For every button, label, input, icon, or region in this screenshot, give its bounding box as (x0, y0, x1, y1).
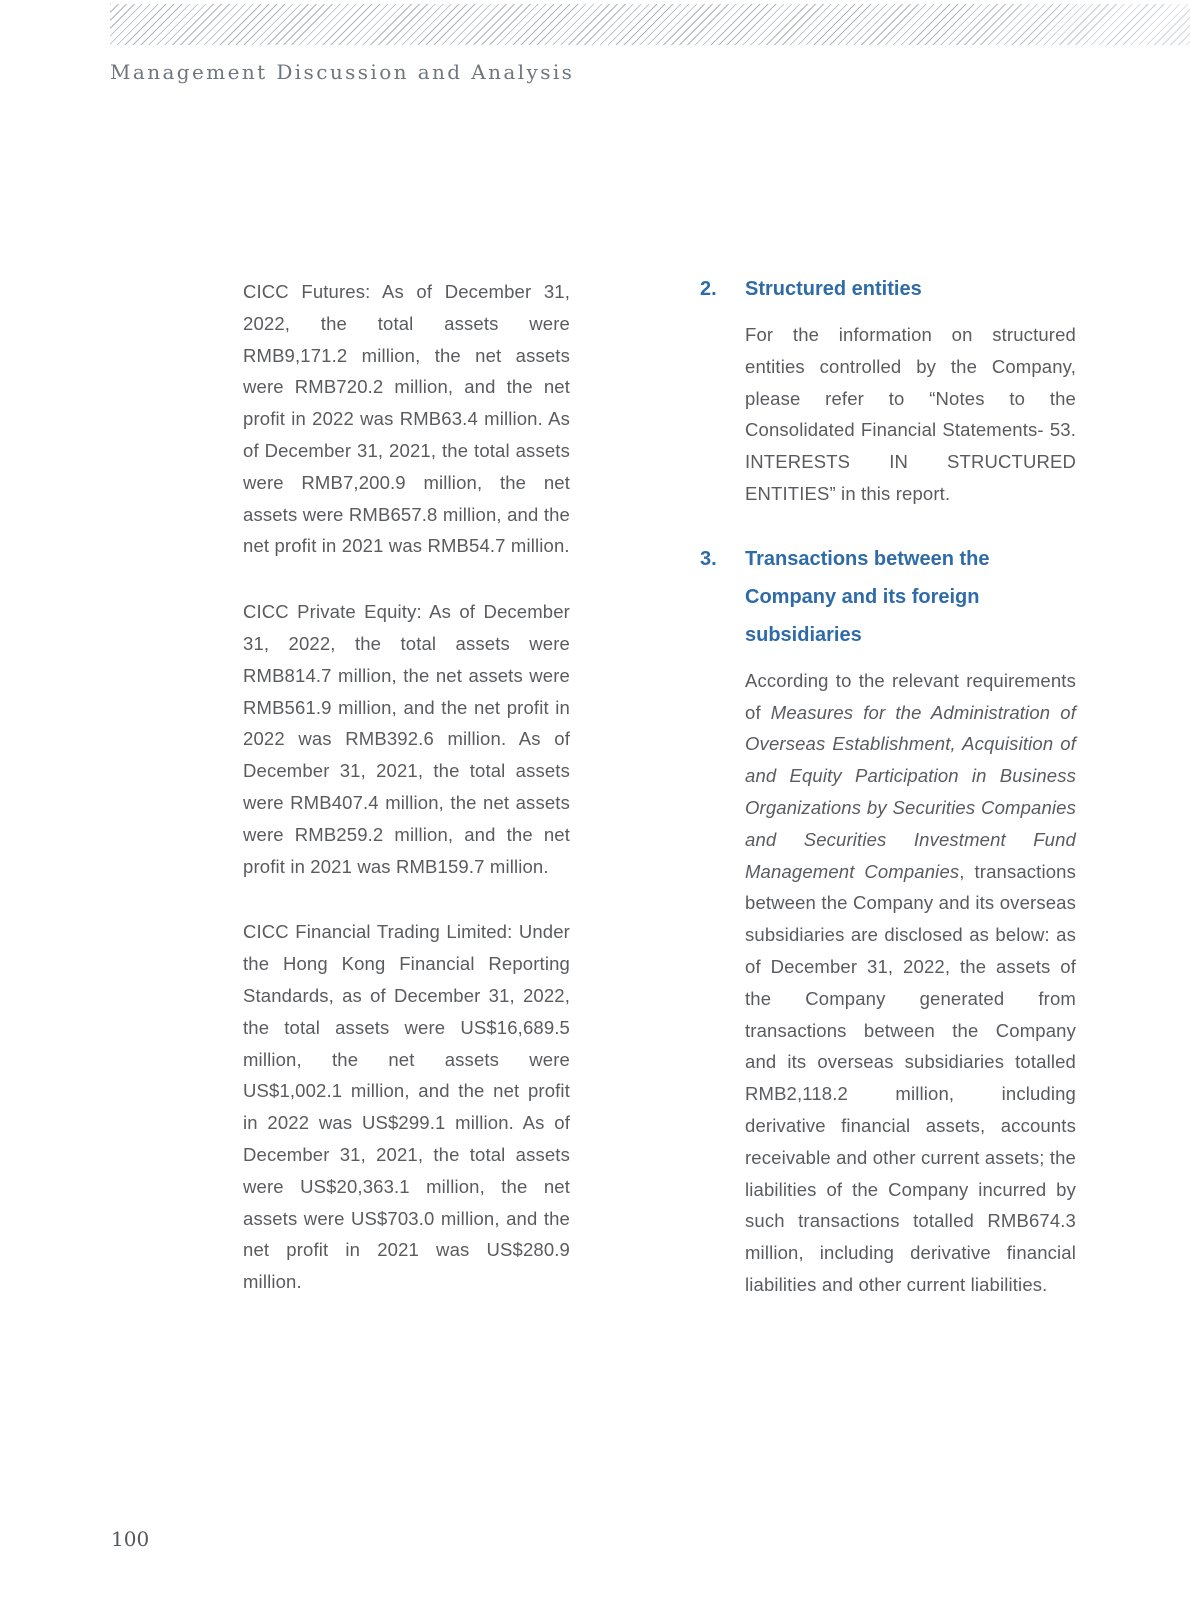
paragraph-cicc-financial-trading: CICC Financial Trading Limited: Under the Hong Kong Financial Reporting Standards, as of December 31, 2022, the total assets were US$16,689.5 million, the net assets were US$1,002.1 million, and the net profit in 2022 was US$299.1 million. As of December 31, 2021, the total assets were US$20,363.1 million, the net assets were US$703.0 million, and the net profit in 2021 was US$280.9 million. (243, 921, 570, 1293)
paragraph-cicc-futures: CICC Futures: As of December 31, 2022, the total assets were RMB9,171.2 million, the net assets were RMB720.2 million, and the net profit in 2022 was RMB63.4 million. As of December 31, 2021, the total assets were RMB7,200.9 million, the net assets were RMB657.8 million, and the net profit in 2021 was RMB54.7 million. (243, 281, 570, 557)
page-number: 100 (111, 1527, 150, 1551)
diagonal-hatch-band (110, 4, 1190, 45)
section-foreign-subsidiary-transactions (700, 540, 1076, 1301)
page-header-title: Management Discussion and Analysis (110, 60, 575, 84)
left-column (243, 276, 570, 1332)
section-body (745, 665, 1076, 1301)
body-segment-regulation-title: Measures for the Administration of Overseas Establishment, Acquisition of and Equity Participation in Business Organizations by Securities Companies and Securities Investment Fund Management Companies (745, 701, 1076, 882)
body-segment: For the information on structured entities controlled by the Company, please refer to “Notes to the Consolidated Financial Statements- 53. INTERESTS IN STRUCTURED ENTITIES” in this report. (745, 324, 1076, 504)
right-column (700, 270, 1076, 1301)
section-content (745, 270, 1076, 510)
section-number: 2. (700, 278, 717, 300)
section-number: 3. (700, 547, 717, 570)
body-segment: According to the relevant requirements of (745, 669, 1076, 723)
section-title: Transactions between the Company and its foreign subsidiaries (745, 547, 990, 646)
section-structured-entities (700, 270, 1076, 510)
body-segment: , transactions between the Company and its overseas subsidiaries are disclosed as below: as of December 31, 2022, the assets of the Company generated from transactions between the Company and its overseas subsidiaries totalled RMB2,118.2 million, including derivative financial assets, accounts receivable and other current assets; the liabilities of the Company incurred by such transactions totalled RMB674.3 million, including derivative financial liabilities and other current liabilities. (745, 860, 1077, 1295)
section-body (745, 319, 1076, 510)
section-title: Structured entities (745, 278, 922, 300)
section-content (745, 540, 1076, 1301)
paragraph-cicc-private-equity: CICC Private Equity: As of December 31, 2022, the total assets were RMB814.7 million, the net assets were RMB561.9 million, and the net profit in 2022 was RMB392.6 million. As of December 31, 2021, the total assets were RMB407.4 million, the net assets were RMB259.2 million, and the net profit in 2021 was RMB159.7 million. (243, 601, 570, 877)
